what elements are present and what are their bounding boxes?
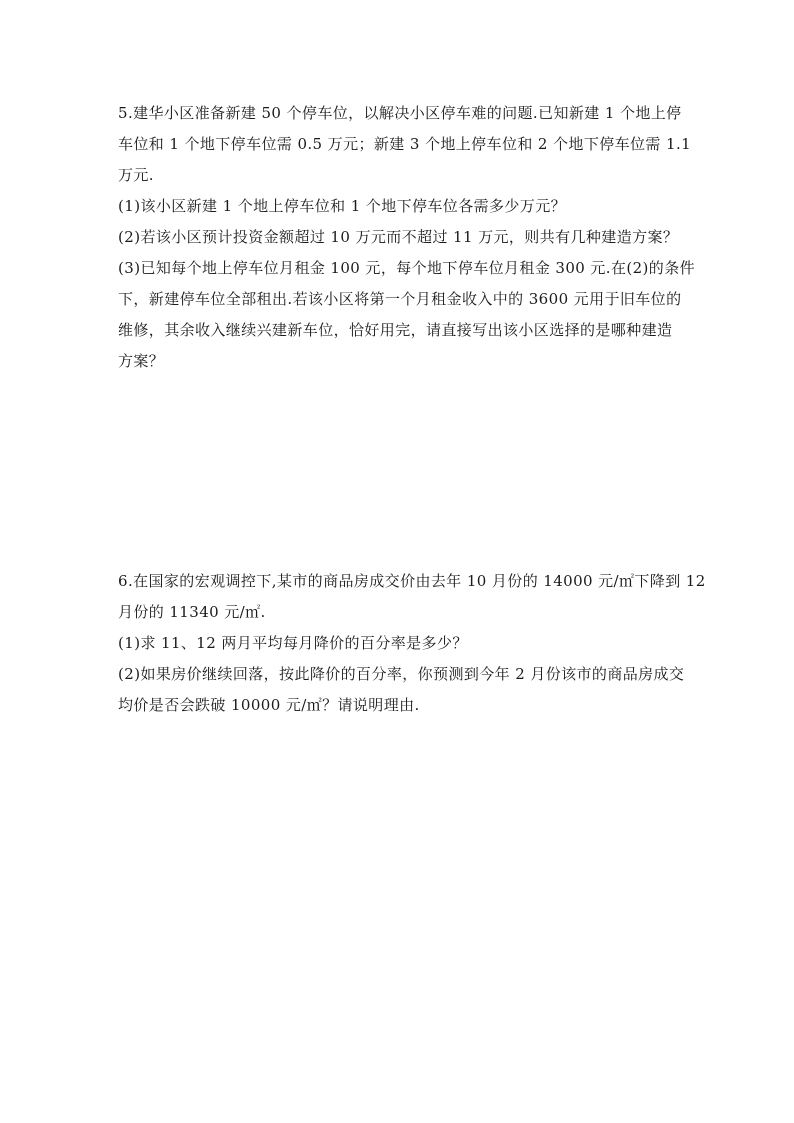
- problem-5-line: 万元.: [118, 166, 154, 184]
- problem-5-line: 方案？: [118, 352, 165, 370]
- problem-6-line: 月份的 11340 元/㎡.: [118, 603, 266, 621]
- problem-5-line: 维修，其余收入继续兴建新车位，恰好用完，请直接写出该小区选择的是哪种建造: [118, 321, 673, 339]
- problem-5-line: 5.建华小区准备新建 50 个停车位，以解决小区停车难的问题.已知新建 1 个地上停: [118, 104, 682, 122]
- problem-6-part-2: (2)如果房价继续回落，按此降价的百分率，你预测到今年 2 月份该市的商品房成交: [118, 665, 685, 683]
- problem-6-line: 6.在国家的宏观调控下,某市的商品房成交价由去年 10 月份的 14000 元/㎡下降到 12: [118, 572, 706, 590]
- problem-5-line: 下，新建停车位全部租出.若该小区将第一个月租金收入中的 3600 元用于旧车位的: [118, 290, 682, 308]
- problem-5-part-1: (1)该小区新建 1 个地上停车位和 1 个地下停车位各需多少万元？: [118, 197, 567, 215]
- problem-5-part-3: (3)已知每个地上停车位月租金 100 元，每个地下停车位月租金 300 元.在(2)的条件: [118, 259, 695, 277]
- problem-5-part-2: (2)若该小区预计投资金额超过 10 万元而不超过 11 万元，则共有几种建造方案？: [118, 228, 679, 246]
- problem-5-line: 车位和 1 个地下停车位需 0.5 万元；新建 3 个地上停车位和 2 个地下停车位需 1.1: [118, 135, 692, 153]
- problem-6: [118, 566, 704, 721]
- problem-6-line: 均价是否会跌破 10000 元/㎡？请说明理由.: [118, 696, 420, 714]
- problem-6-part-1: (1)求 11、12 两月平均每月降价的百分率是多少？: [118, 634, 468, 652]
- problem-5: [118, 98, 704, 377]
